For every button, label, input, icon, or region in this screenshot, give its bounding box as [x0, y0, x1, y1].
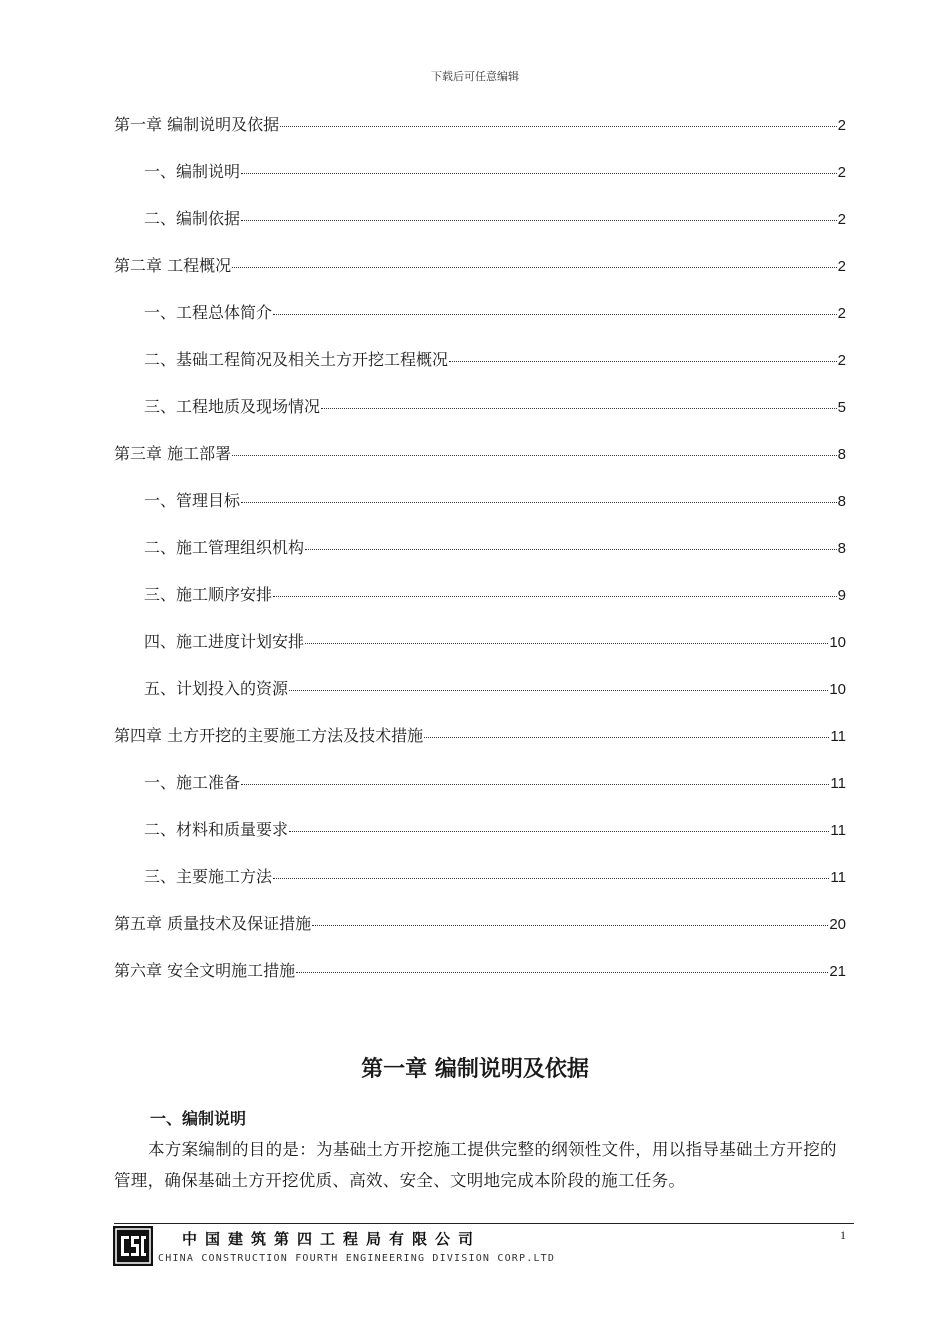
toc-entry-page: 5 — [837, 399, 846, 416]
toc-entry[interactable] — [114, 206, 846, 253]
toc-dot-leader — [449, 361, 837, 362]
toc-entry-label: 二、施工管理组织机构 — [144, 538, 305, 557]
toc-entry-page: 10 — [829, 681, 846, 698]
toc-entry-page: 2 — [837, 164, 846, 181]
toc-entry-label: 一、编制说明 — [144, 162, 241, 181]
toc-entry-label: 一、工程总体简介 — [144, 303, 273, 322]
page-number: 1 — [840, 1228, 846, 1242]
toc-entry-label: 第一章 编制说明及依据 — [114, 115, 280, 134]
toc-dot-leader — [232, 455, 837, 456]
toc-entry-label: 第五章 质量技术及保证措施 — [114, 914, 312, 933]
toc-entry-page: 21 — [829, 963, 846, 980]
toc-entry[interactable] — [114, 394, 846, 441]
toc-entry-page: 8 — [837, 493, 846, 510]
chapter-title: 第一章 编制说明及依据 — [361, 1057, 589, 1082]
toc-entry[interactable] — [114, 535, 846, 582]
toc-entry-page: 11 — [830, 822, 846, 839]
toc-entry-label: 一、管理目标 — [144, 491, 241, 510]
toc-dot-leader — [296, 972, 828, 973]
toc-dot-leader — [273, 596, 837, 597]
toc-entry[interactable] — [114, 676, 846, 723]
toc-entry-page: 2 — [837, 305, 846, 322]
toc-entry[interactable] — [114, 441, 846, 488]
toc-dot-leader — [273, 878, 829, 879]
toc-entry-page: 2 — [837, 352, 846, 369]
toc-entry-page: 11 — [830, 775, 846, 792]
toc-dot-leader — [241, 502, 837, 503]
toc-entry-label: 第三章 施工部署 — [114, 444, 232, 463]
toc-entry[interactable] — [114, 112, 846, 159]
toc-entry[interactable] — [114, 488, 846, 535]
cscec-logo-icon — [113, 1226, 153, 1266]
toc-entry-page: 11 — [830, 728, 846, 745]
section-title: 一、编制说明 — [150, 1109, 247, 1128]
toc-entry-page: 2 — [837, 211, 846, 228]
toc-dot-leader — [232, 267, 837, 268]
toc-entry[interactable] — [114, 723, 846, 770]
footer-divider — [114, 1223, 854, 1224]
toc-dot-leader — [424, 737, 829, 738]
toc-dot-leader — [289, 831, 829, 832]
toc-entry-page: 20 — [829, 916, 846, 933]
toc-entry-label: 一、施工准备 — [144, 773, 241, 792]
toc-entry-page: 2 — [837, 117, 846, 134]
toc-entry-page: 8 — [837, 540, 846, 557]
page-header-note: 下载后可任意编辑 — [431, 70, 519, 83]
toc-entry[interactable] — [114, 629, 846, 676]
toc-entry[interactable] — [114, 911, 846, 958]
toc-dot-leader — [305, 549, 837, 550]
toc-dot-leader — [241, 173, 837, 174]
toc-entry-page: 8 — [837, 446, 846, 463]
toc-dot-leader — [273, 314, 837, 315]
toc-entry-label: 三、主要施工方法 — [144, 867, 273, 886]
toc-entry-label: 二、材料和质量要求 — [144, 820, 289, 839]
toc-entry[interactable] — [114, 159, 846, 206]
toc-entry[interactable] — [114, 817, 846, 864]
toc-entry[interactable] — [114, 770, 846, 817]
footer-company-english: CHINA CONSTRUCTION FOURTH ENGINEERING DIVISION CORP.LTD — [158, 1253, 556, 1264]
toc-dot-leader — [280, 126, 837, 127]
toc-entry[interactable] — [114, 347, 846, 394]
toc-entry-label: 四、施工进度计划安排 — [144, 632, 305, 651]
toc-entry-page: 11 — [830, 869, 846, 886]
toc-entry-page: 2 — [837, 258, 846, 275]
toc-entry-label: 第四章 土方开挖的主要施工方法及技术措施 — [114, 726, 424, 745]
toc-entry-label: 第六章 安全文明施工措施 — [114, 961, 296, 980]
toc-entry-label: 二、基础工程简况及相关土方开挖工程概况 — [144, 350, 449, 369]
toc-entry[interactable] — [114, 864, 846, 911]
toc-dot-leader — [312, 925, 828, 926]
toc-entry-label: 二、编制依据 — [144, 209, 241, 228]
toc-entry[interactable] — [114, 253, 846, 300]
toc-dot-leader — [305, 643, 828, 644]
toc-dot-leader — [289, 690, 828, 691]
body-paragraph: 本方案编制的目的是：为基础土方开挖施工提供完整的纲领性文件，用以指导基础土方开挖的管理，确保基础土方开挖优质、高效、安全、文明地完成本阶段的施工任务。 — [114, 1140, 837, 1190]
toc-entry-page: 10 — [829, 634, 846, 651]
toc-entry-label: 五、计划投入的资源 — [144, 679, 289, 698]
toc-entry-page: 9 — [837, 587, 846, 604]
toc-dot-leader — [241, 784, 829, 785]
toc-entry[interactable] — [114, 300, 846, 347]
toc-dot-leader — [241, 220, 837, 221]
toc-entry[interactable] — [114, 582, 846, 629]
table-of-contents — [114, 112, 846, 1005]
toc-entry-label: 三、工程地质及现场情况 — [144, 397, 321, 416]
footer-company-name: 中国建筑第四工程局有限公司 — [182, 1230, 482, 1248]
toc-entry-label: 三、施工顺序安排 — [144, 585, 273, 604]
toc-entry[interactable] — [114, 958, 846, 1005]
toc-entry-label: 第二章 工程概况 — [114, 256, 232, 275]
toc-dot-leader — [321, 408, 837, 409]
